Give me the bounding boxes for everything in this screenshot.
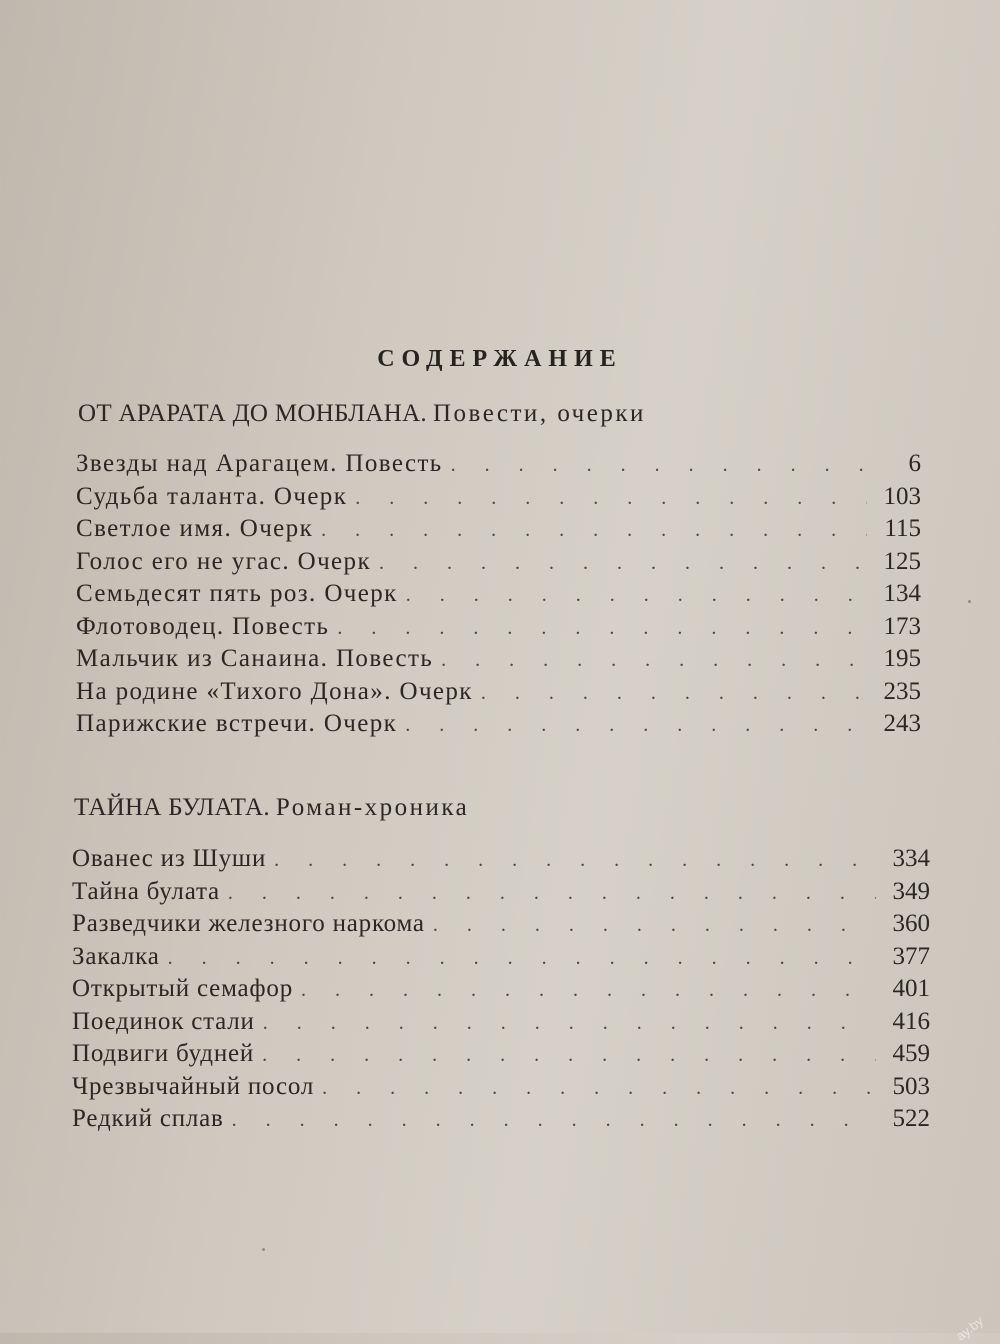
section-title-name: ОТ АРАРАТА ДО МОНБЛАНА. bbox=[78, 400, 427, 427]
entry-page: 522 bbox=[892, 1105, 930, 1132]
entry-page: 195 bbox=[883, 645, 921, 672]
entry-title: Закалка bbox=[72, 942, 160, 970]
entry-title: Открытый семафор bbox=[72, 975, 294, 1002]
entry-title: Разведчики железного наркома bbox=[72, 910, 425, 937]
entry-page: 401 bbox=[892, 975, 930, 1002]
dot-leader bbox=[274, 849, 876, 872]
entry-title: Светлое имя. Очерк bbox=[76, 515, 314, 542]
toc-entry bbox=[72, 975, 930, 1008]
entry-page: 503 bbox=[892, 1072, 930, 1100]
entry-page: 360 bbox=[892, 910, 930, 937]
entry-page: 243 bbox=[883, 710, 921, 737]
dot-leader bbox=[433, 914, 876, 937]
page-heading: СОДЕРЖАНИЕ bbox=[377, 346, 623, 372]
section-title-name: ТАЙНА БУЛАТА. bbox=[74, 794, 270, 821]
toc-entry bbox=[76, 580, 921, 613]
toc-entry bbox=[72, 943, 930, 976]
entry-page: 459 bbox=[892, 1040, 930, 1067]
toc-entry bbox=[76, 645, 921, 678]
toc-entry bbox=[76, 613, 921, 646]
dot-leader bbox=[322, 1077, 876, 1100]
entry-page: 173 bbox=[883, 612, 921, 640]
dot-leader bbox=[405, 714, 867, 737]
dot-leader bbox=[406, 584, 867, 607]
entry-page: 334 bbox=[892, 845, 930, 872]
entry-title: На родине «Тихого Дона». Очерк bbox=[76, 677, 473, 705]
toc-list-2 bbox=[72, 845, 930, 1138]
entry-title: Подвиги будней bbox=[72, 1040, 255, 1067]
entry-title: Флотоводец. Повесть bbox=[76, 612, 330, 640]
dot-leader bbox=[337, 617, 867, 640]
toc-entry bbox=[72, 845, 930, 878]
entry-page: 416 bbox=[892, 1007, 930, 1035]
toc-entry bbox=[72, 1073, 930, 1106]
toc-entry bbox=[76, 710, 921, 743]
entry-title: Мальчик из Санаина. Повесть bbox=[76, 645, 434, 672]
toc-entry bbox=[76, 548, 921, 581]
entry-page: 103 bbox=[883, 482, 921, 510]
dot-leader bbox=[263, 1012, 876, 1035]
toc-entry bbox=[72, 910, 930, 943]
entry-page: 134 bbox=[883, 580, 921, 607]
dot-leader bbox=[441, 649, 867, 672]
entry-title: Голос его не угас. Очерк bbox=[76, 547, 371, 575]
entry-page: 235 bbox=[883, 677, 921, 705]
dot-leader bbox=[262, 1044, 876, 1067]
section-title-2 bbox=[74, 794, 469, 822]
toc-entry bbox=[72, 878, 930, 911]
entry-page: 115 bbox=[884, 515, 921, 542]
entry-page: 6 bbox=[908, 450, 921, 477]
entry-title: Судьба таланта. Очерк bbox=[76, 482, 348, 510]
entry-title: Чрезвычайный посол bbox=[72, 1072, 315, 1100]
entry-page: 377 bbox=[892, 942, 930, 970]
entry-page: 349 bbox=[892, 877, 930, 905]
entry-title: Ованес из Шуши bbox=[72, 845, 267, 872]
entry-title: Звезды над Арагацем. Повесть bbox=[76, 450, 443, 477]
dot-leader bbox=[228, 882, 876, 905]
toc-entry bbox=[76, 678, 921, 711]
dot-leader bbox=[379, 552, 867, 575]
entry-title: Тайна булата bbox=[72, 877, 220, 905]
dot-leader bbox=[451, 454, 867, 477]
section-genre: Повести, очерки bbox=[432, 400, 646, 427]
entry-page: 125 bbox=[883, 547, 921, 575]
section-genre: Роман-хроника bbox=[275, 794, 470, 821]
dot-leader bbox=[301, 979, 876, 1002]
section-title-1 bbox=[78, 400, 646, 428]
dot-leader bbox=[481, 682, 867, 705]
watermark: ay.by bbox=[953, 1313, 986, 1344]
dot-leader bbox=[232, 1109, 876, 1132]
toc-entry bbox=[72, 1008, 930, 1041]
paper-speck bbox=[968, 600, 971, 603]
toc-list-1 bbox=[76, 450, 921, 743]
toc-entry bbox=[72, 1040, 930, 1073]
entry-title: Семьдесят пять роз. Очерк bbox=[76, 580, 398, 607]
toc-entry bbox=[76, 483, 921, 516]
dot-leader bbox=[355, 487, 867, 510]
entry-title: Парижские встречи. Очерк bbox=[76, 710, 398, 737]
entry-title: Редкий сплав bbox=[72, 1105, 224, 1132]
toc-entry bbox=[72, 1105, 930, 1138]
toc-entry bbox=[76, 515, 921, 548]
entry-title: Поединок стали bbox=[72, 1007, 255, 1035]
dot-leader bbox=[168, 947, 876, 970]
toc-entry bbox=[76, 450, 921, 483]
paper-speck bbox=[262, 1248, 265, 1251]
dot-leader bbox=[321, 519, 867, 542]
